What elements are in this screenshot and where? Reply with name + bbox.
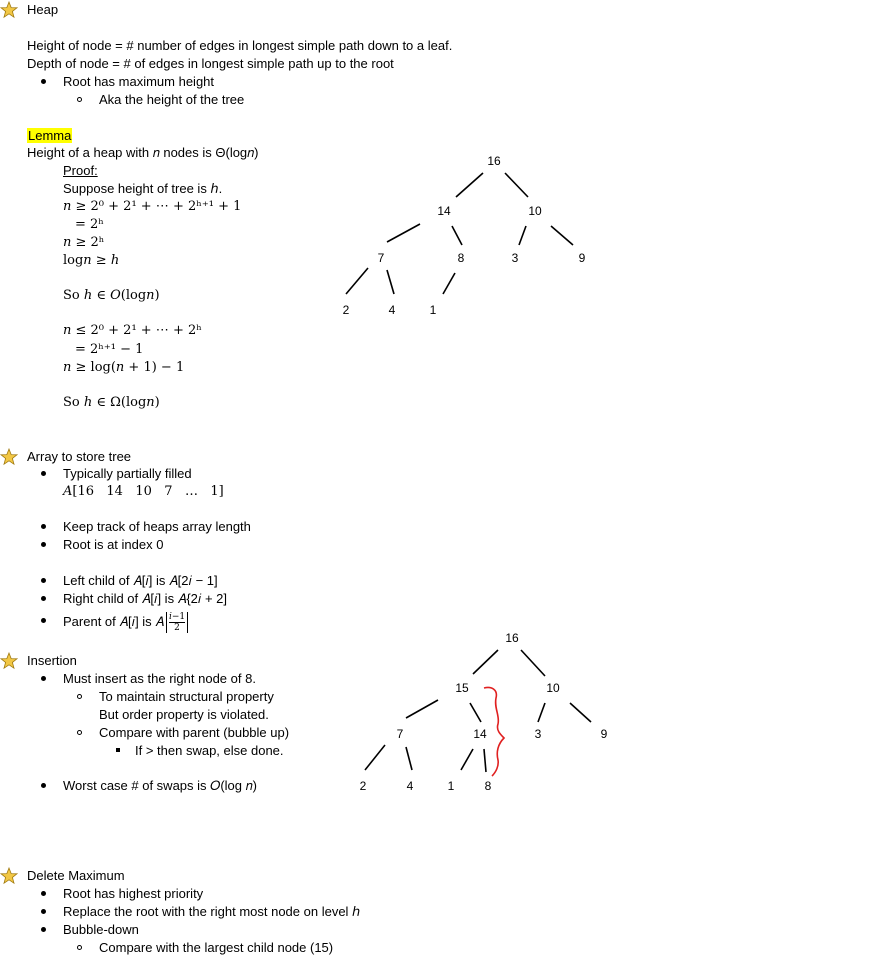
proof-suppose: Suppose height of tree is ℎ. bbox=[63, 181, 223, 196]
tree-node: 8 bbox=[457, 251, 465, 265]
compare-largest-child: Compare with the largest child node (15) bbox=[99, 940, 334, 955]
section-title-delete-max: Delete Maximum bbox=[27, 868, 125, 883]
tree-node: 3 bbox=[534, 727, 542, 741]
proof-eq-3: 𝑛 ≥ 2ʰ bbox=[63, 235, 105, 250]
lemma-label: Lemma bbox=[28, 128, 72, 143]
section-title-insertion: Insertion bbox=[27, 653, 77, 668]
tree-node: 2 bbox=[359, 779, 367, 793]
replace-root: Replace the root with the right most node on level ℎ bbox=[63, 904, 361, 919]
proof-eq-5: So ℎ ∈ 𝑂(log𝑛) bbox=[63, 288, 160, 303]
tree-edge bbox=[470, 703, 481, 722]
track-length: Keep track of heaps array length bbox=[63, 519, 251, 534]
tree-edge bbox=[461, 749, 473, 770]
tree-edge bbox=[521, 650, 545, 676]
structural-property: To maintain structural property bbox=[99, 689, 274, 704]
tree-edge bbox=[365, 745, 385, 770]
tree-node: 9 bbox=[600, 727, 608, 741]
tree-edge bbox=[484, 749, 486, 772]
tree-node: 16 bbox=[505, 631, 519, 645]
tree-node: 1 bbox=[447, 779, 455, 793]
lemma-statement: Height of a heap with 𝑛 nodes is Θ(log𝑛) bbox=[27, 145, 259, 160]
section-title-heap: Heap bbox=[27, 2, 59, 17]
swap-rule: If > then swap, else done. bbox=[135, 743, 284, 758]
tree-edge bbox=[473, 650, 498, 674]
insert-right-node: Must insert as the right node of 8. bbox=[63, 671, 256, 686]
proof-label: Proof: bbox=[63, 163, 98, 178]
tree-node: 14 bbox=[437, 204, 451, 218]
proof-eq-2: = 2ʰ bbox=[75, 217, 104, 232]
tree-node: 2 bbox=[342, 303, 350, 317]
left-child: Left child of 𝐴[𝑖] is 𝐴[2𝑖 − 1] bbox=[63, 573, 218, 588]
height-definition: Height of node = # number of edges in longest simple path down to a leaf. bbox=[27, 38, 453, 53]
tree-node: 15 bbox=[455, 681, 469, 695]
tree-node: 7 bbox=[396, 727, 404, 741]
tree-edge bbox=[538, 703, 545, 722]
tree-node: 7 bbox=[377, 251, 385, 265]
tree-node: 9 bbox=[578, 251, 586, 265]
section-title-array: Array to store tree bbox=[27, 449, 132, 464]
tree-node: 16 bbox=[487, 154, 501, 168]
highest-priority: Root has highest priority bbox=[63, 886, 204, 901]
parent-formula: Parent of 𝐴[𝑖] is 𝐴 𝑖−1 2 bbox=[63, 612, 188, 633]
partially-filled: Typically partially filled bbox=[63, 466, 192, 481]
worst-case-swaps: Worst case # of swaps is 𝑂(log 𝑛) bbox=[63, 778, 257, 793]
bullet bbox=[41, 909, 46, 914]
right-child: Right child of 𝐴[𝑖] is 𝐴{2𝑖 + 2] bbox=[63, 591, 228, 606]
tree-node: 8 bbox=[484, 779, 492, 793]
bullet bbox=[41, 891, 46, 896]
sub-bullet bbox=[77, 945, 82, 950]
bubble-down: Bubble-down bbox=[63, 922, 139, 937]
proof-eq-6: 𝑛 ≤ 2⁰ + 2¹ + ⋯ + 2ʰ bbox=[63, 323, 202, 338]
tree-node: 4 bbox=[388, 303, 396, 317]
tree-node: 1 bbox=[429, 303, 437, 317]
array-example: 𝐴[16 14 10 7 … 1] bbox=[63, 484, 224, 499]
tree-node: 10 bbox=[546, 681, 560, 695]
proof-eq-1: 𝑛 ≥ 2⁰ + 2¹ + ⋯ + 2ʰ⁺¹ + 1 bbox=[63, 199, 242, 214]
aka-height: Aka the height of the tree bbox=[99, 92, 245, 107]
tree-edge bbox=[406, 700, 438, 718]
proof-eq-7: = 2ʰ⁺¹ − 1 bbox=[75, 342, 144, 357]
root-index: Root is at index 0 bbox=[63, 537, 164, 552]
proof-eq-9: So ℎ ∈ Ω(log𝑛) bbox=[63, 395, 160, 410]
tree-edge bbox=[406, 747, 412, 770]
proof-eq-4: log𝑛 ≥ ℎ bbox=[63, 253, 120, 268]
root-max-height: Root has maximum height bbox=[63, 74, 215, 89]
compare-parent: Compare with parent (bubble up) bbox=[99, 725, 290, 740]
bubble-up-arrow bbox=[484, 687, 504, 776]
tree-edge bbox=[570, 703, 591, 722]
tree-node: 4 bbox=[406, 779, 414, 793]
depth-definition: Depth of node = # of edges in longest simple path up to the root bbox=[27, 56, 394, 71]
tree-node: 14 bbox=[473, 727, 487, 741]
tree-node: 3 bbox=[511, 251, 519, 265]
order-violated: But order property is violated. bbox=[99, 707, 269, 722]
proof-eq-8: 𝑛 ≥ log(𝑛 + 1) − 1 bbox=[63, 360, 185, 375]
tree-node: 10 bbox=[528, 204, 542, 218]
bullet bbox=[41, 927, 46, 932]
